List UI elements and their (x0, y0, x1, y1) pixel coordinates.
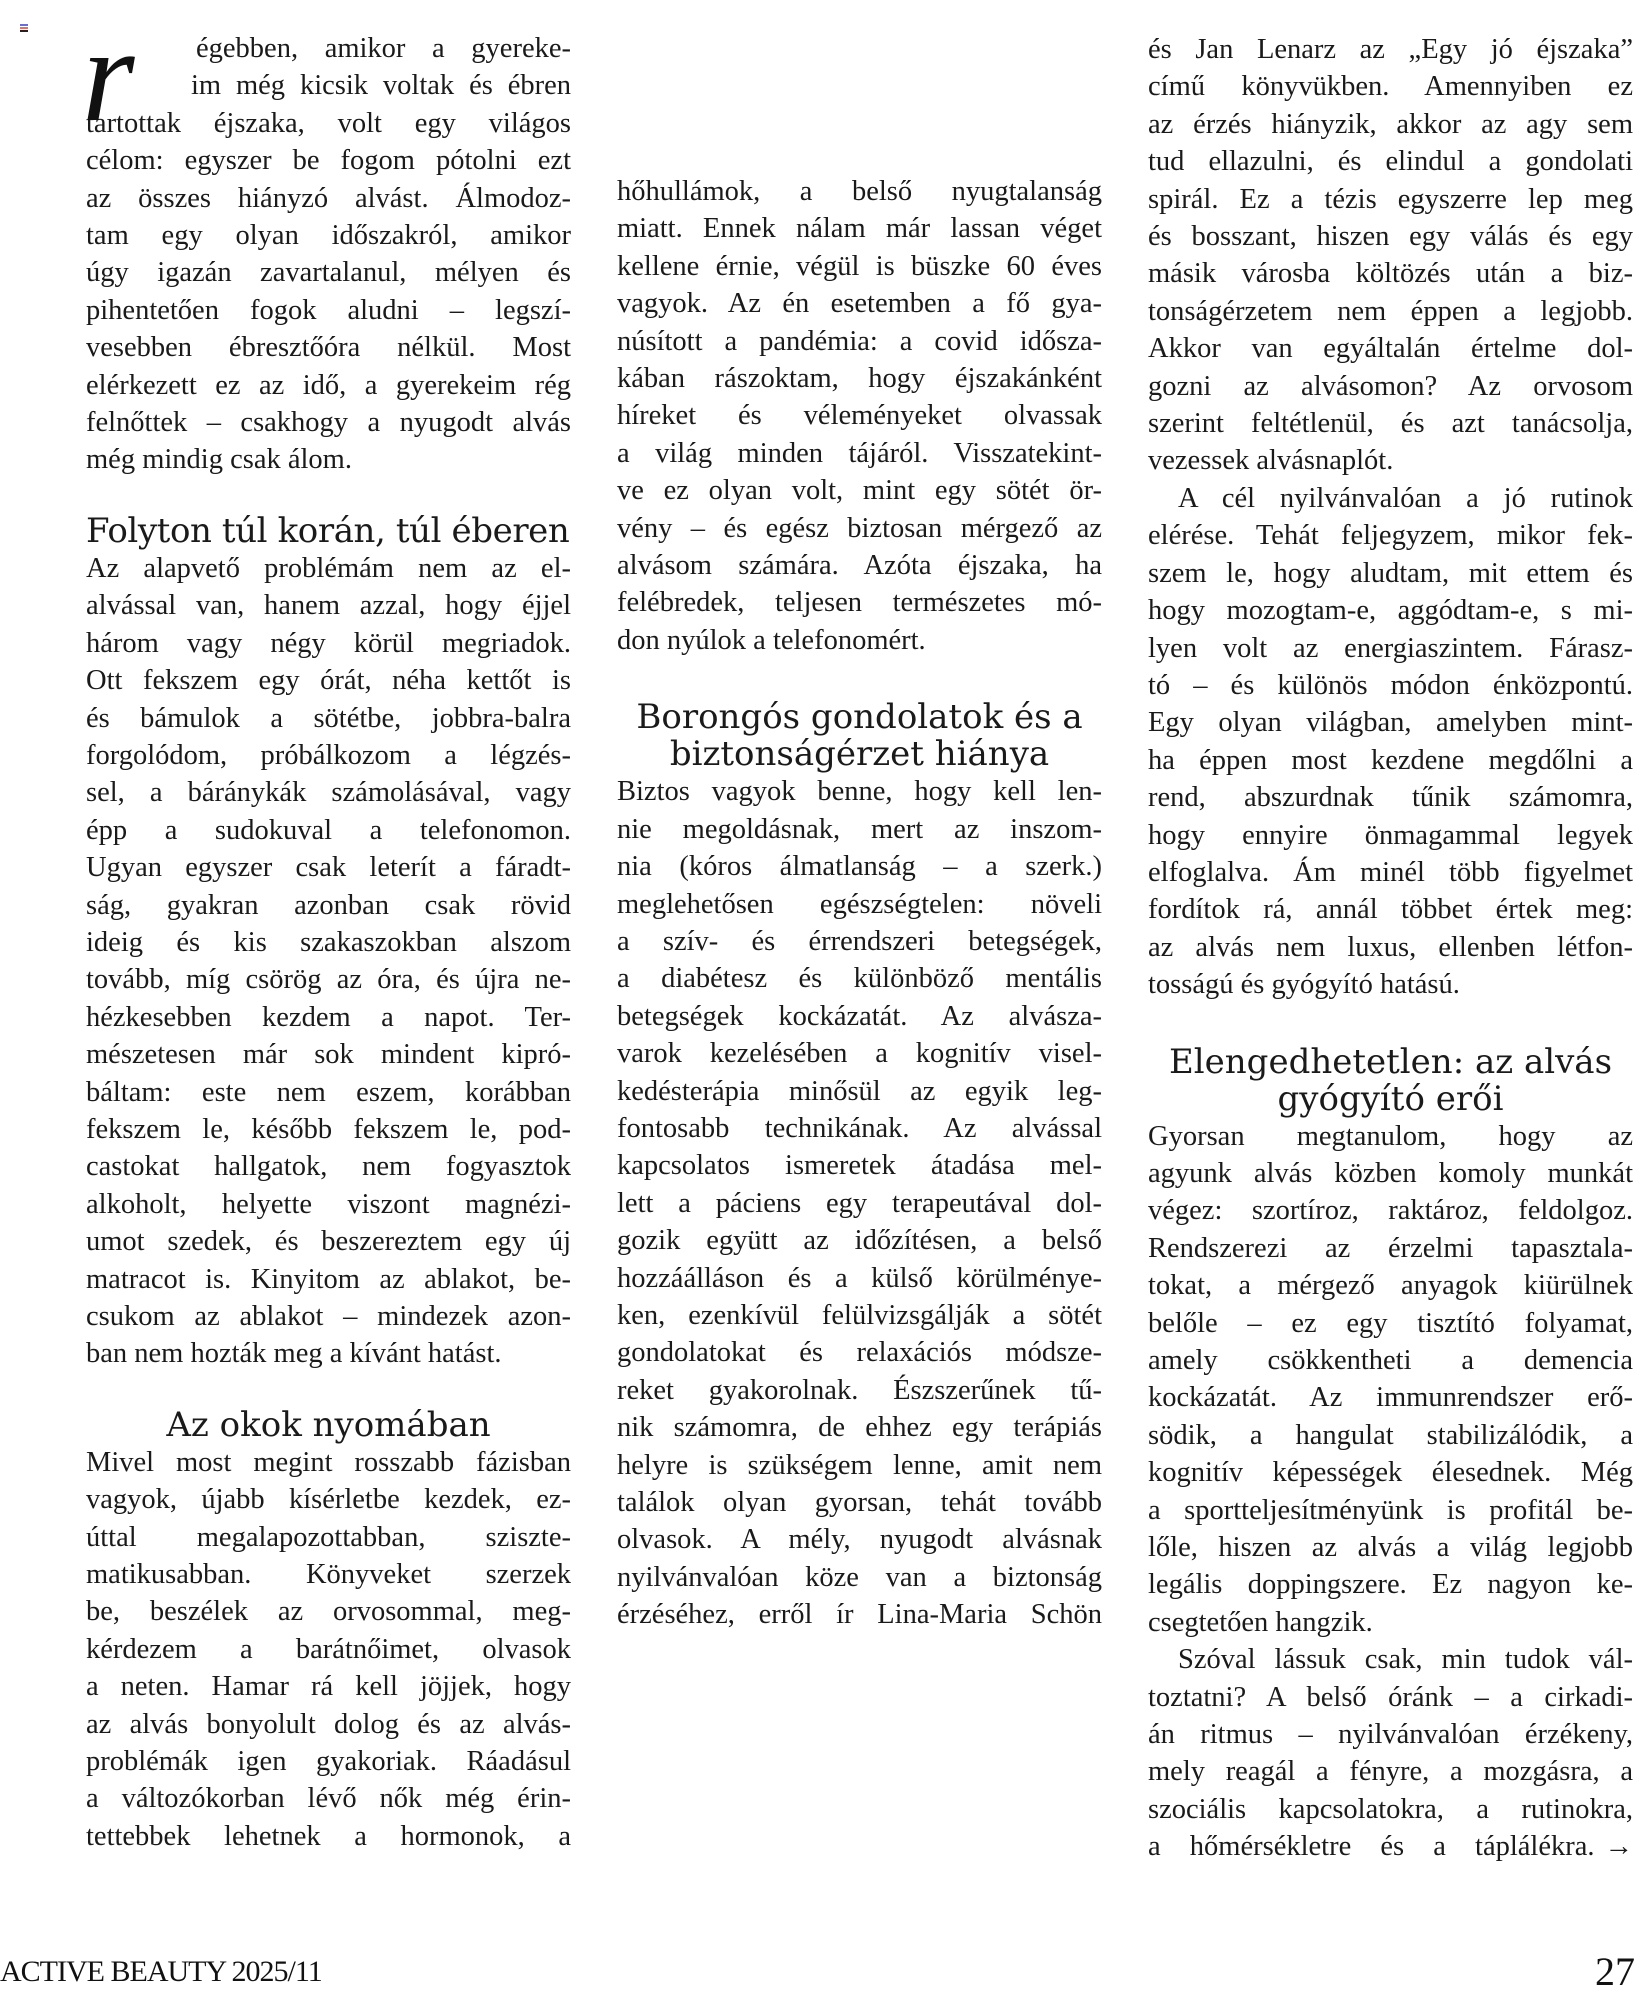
text-line: égebben, amikor a gyereke- (196, 33, 571, 64)
text-line: matikusabban. Könyveket szerzek (86, 1559, 571, 1591)
text-line: gozni az alvásomon? Az orvosom (1148, 370, 1633, 402)
text-line: reket gyakorolnak. Észszerűnek tű- (617, 1374, 1102, 1406)
text-line: alkoholt, helyette viszont magnézi- (86, 1188, 571, 1220)
text-line: án ritmus – nyilvánvalóan érzékeny, (1148, 1719, 1633, 1751)
text-line: három vagy négy körül megriadok. (86, 627, 571, 659)
text-line: és bosszant, hiszen egy válás és egy (1148, 221, 1633, 253)
text-line: lyen volt az energiaszintem. Fárasz- (1148, 632, 1633, 664)
text-line: úgy igazán zavartalanul, mélyen és (86, 257, 571, 289)
text-line: tonságérzetem nem éppen a legjobb. (1148, 295, 1633, 327)
text-line: problémák igen gyakoriak. Ráadásul (86, 1746, 571, 1778)
text-line: meglehetősen egészségtelen: növeli (617, 888, 1102, 920)
text-line: Szóval lássuk csak, min tudok vál- (1178, 1644, 1633, 1676)
text-line: ken, ezenkívül felülvizsgálják a sötét (617, 1299, 1102, 1331)
text-line: csukom az ablakot – mindezek azon- (86, 1301, 571, 1332)
text-line: gondolatokat és relaxációs módsze- (617, 1337, 1102, 1369)
text-line: matracot is. Kinyitom az ablakot, be- (86, 1263, 571, 1295)
section-heading (617, 699, 1102, 773)
text-line: umot szedek, és beszereztem egy új (86, 1226, 571, 1258)
text-line: lett a páciens egy terapeutával dol- (617, 1187, 1102, 1219)
text-line: kérdezem a barátnőimet, olvasok (86, 1633, 571, 1665)
text-line: Az alapvető problémám nem az el- (86, 552, 571, 584)
text-line: rend, abszurdnak tűnik számomra, (1148, 782, 1633, 814)
text-line: Gyorsan megtanulom, hogy az (1148, 1120, 1633, 1152)
section-body (617, 773, 1102, 1633)
text-line: alvásom számára. Azóta éjszaka, ha (617, 550, 1102, 582)
text-line: hőhullámok, a belső nyugtalanság (617, 176, 1102, 207)
text-line: az alvás nem luxus, ellenben létfon- (1148, 931, 1633, 963)
text-line: a hőmérsékletre és a táplálékra. → (1148, 1828, 1633, 1865)
text-line: vény – és egész biztosan mérgező az (617, 512, 1102, 544)
section-body (1148, 31, 1633, 480)
text-line: tosságú és gyógyító hatású. (1148, 969, 1460, 1001)
text-line: a változókorban lévő nők még érin- (86, 1783, 571, 1815)
text-line: pihentetően fogok aludni – legszí- (86, 294, 571, 326)
section-body (86, 550, 571, 1373)
text-line: csegtetően hangzik. (1148, 1606, 1373, 1638)
text-line: betegségek kockázatát. Az alvásza- (617, 1000, 1102, 1032)
text-line: másik városba költözés után a biz- (1148, 258, 1633, 290)
text-line: tettebbek lehetnek a hormonok, a (86, 1820, 571, 1852)
drop-cap: r (82, 1, 135, 150)
text-line: Egy olyan világban, amelyben mint- (1148, 707, 1633, 739)
section-heading (1148, 1041, 1633, 1119)
section-body (1148, 480, 1633, 1004)
text-line: amely csökkentheti a demencia (1148, 1345, 1633, 1376)
text-line: hézkesebben kezdem a napot. Ter- (86, 1001, 571, 1033)
text-line: kedésterápia minősül az egyik leg- (617, 1075, 1102, 1107)
text-line: kockázatát. Az immunrendszer erő- (1148, 1382, 1633, 1414)
text-line: tovább, míg csörög az óra, és újra ne- (86, 964, 571, 996)
text-line: spirál. Ez a tézis egyszerre lep meg (1148, 183, 1633, 215)
text-line: hozzáálláson és a külső körülménye- (617, 1262, 1102, 1294)
text-line: forgolódom, próbálkozom a légzés- (86, 739, 571, 771)
text-line: kellene érnie, végül is büszke 60 éves (617, 250, 1102, 282)
text-line: elfoglalva. Ám minél több figyelmet (1148, 856, 1633, 888)
text-line: fontosabb technikának. Az alvással (617, 1112, 1102, 1144)
text-line: legális doppingszere. Ez nagyon ke- (1148, 1569, 1633, 1601)
section-heading: Folyton túl korán, túl éberen (86, 510, 570, 551)
text-line: tó – és különös módon énközpontú. (1148, 669, 1633, 701)
text-line: vezessek alvásnaplót. (1148, 445, 1394, 477)
text-line: felébredek, teljesen természetes mó- (617, 587, 1102, 619)
text-line: felnőttek – csakhogy a nyugodt alvás (86, 407, 571, 439)
text-line: don nyúlok a telefonomért. (617, 624, 926, 656)
text-line: tam egy olyan időszakról, amikor (86, 220, 571, 252)
text-line: végez: szortíroz, raktároz, feldolgoz. (1148, 1195, 1633, 1227)
text-line: ha éppen most kezdene megdőlni a (1148, 744, 1633, 776)
page-number: 27 (1595, 1949, 1635, 1994)
text-line: híreket és véleményeket olvassak (617, 400, 1102, 432)
text-line: vagyok. Az én esetemben a fő gya- (617, 288, 1102, 320)
text-line: című könyvükben. Amennyiben ez (1148, 71, 1633, 103)
text-line: gozik együtt az időzítésen, a belső (617, 1225, 1102, 1257)
text-line: Ugyan egyszer csak leterít a fáradt- (86, 852, 571, 884)
text-line: södik, a hangulat stabilizálódik, a (1148, 1419, 1633, 1451)
text-line: épp a sudokuval a telefonomon. (86, 814, 571, 846)
text-line: elérése. Tehát feljegyzem, mikor fek- (1148, 520, 1633, 552)
text-line: vagyok, újabb kísérletbe kezdek, ez- (86, 1484, 571, 1516)
heading-line: Borongós gondolatok és a (636, 697, 1083, 738)
text-line: Rendszerezi az érzelmi tapasztala- (1148, 1232, 1633, 1264)
text-line: ság, gyakran azonban csak rövid (86, 889, 571, 921)
text-line: olvasok. A mély, nyugodt alvásnak (617, 1524, 1102, 1556)
text-line: belőle – ez egy tisztító folyamat, (1148, 1307, 1633, 1339)
document-icon (20, 24, 28, 32)
text-line: az alvás bonyolult dolog és az alvás- (86, 1708, 571, 1740)
section-body (1148, 1641, 1633, 1865)
text-line: fordítok rá, annál többet értek meg: (1148, 894, 1633, 926)
text-line: kognitív képességek élesednek. Még (1148, 1457, 1633, 1489)
text-line: és Jan Lenarz az „Egy jó éjszaka” (1148, 34, 1633, 65)
article-column-1 (82, 1, 571, 1855)
text-line: nyilvánvalóan köze van a biztonság (617, 1561, 1102, 1593)
text-line: mely reagál a fényre, a mozgásra, a (1148, 1756, 1633, 1788)
text-line: a diabétesz és különböző mentális (617, 963, 1102, 995)
text-line: az érzés hiányzik, akkor az agy sem (1148, 108, 1633, 140)
text-line: célom: egyszer be fogom pótolni ezt (86, 145, 571, 177)
text-line: lőle, hiszen az alvás a világ legjobb (1148, 1532, 1633, 1564)
text-line: kapcsolatos ismeretek átadása mel- (617, 1150, 1102, 1182)
section-body (86, 1444, 571, 1855)
text-line: A cél nyilvánvalóan a jó rutinok (1178, 482, 1633, 514)
text-line: szerint feltétlenül, és azt tanácsolja, (1148, 408, 1633, 440)
text-line: báltam: este nem eszem, korábban (86, 1076, 571, 1108)
text-line: a neten. Hamar rá kell jöjjek, hogy (86, 1671, 571, 1703)
text-line: Biztos vagyok benne, hogy kell len- (617, 776, 1102, 808)
text-line: elérkezett ez az idő, a gyerekeim rég (86, 369, 571, 401)
article-column-2 (617, 173, 1102, 1634)
text-line: tokat, a mérgező anyagok kiürülnek (1148, 1270, 1633, 1302)
text-line: mészetesen már sok mindent kipró- (86, 1039, 571, 1071)
text-line: nik számomra, de ehhez egy terápiás (617, 1412, 1102, 1444)
text-line: toztatni? A belső óránk – a cirkadi- (1148, 1681, 1633, 1713)
text-line: a sportteljesítményünk is profitál be- (1148, 1494, 1633, 1526)
text-line: tartottak éjszaka, volt egy világos (86, 107, 571, 139)
text-line: helyre is szükségem lenne, amit nem (617, 1449, 1102, 1481)
intro-paragraph (82, 1, 571, 479)
section-body (617, 173, 1102, 659)
article-column-3 (1148, 31, 1633, 1866)
text-line: varok kezelésében a kognitív visel- (617, 1038, 1102, 1070)
text-line: ban nem hozták meg a kívánt hatást. (86, 1338, 502, 1370)
text-line: a világ minden tájáról. Visszatekint- (617, 437, 1102, 469)
text-line: találok olyan gyorsan, tehát tovább (617, 1487, 1102, 1518)
text-line: szociális kapcsolatokra, a rutinokra, (1148, 1793, 1633, 1825)
text-line: sel, a báránykák számolásával, vagy (86, 777, 571, 809)
text-line: miatt. Ennek nálam már lassan véget (617, 213, 1102, 245)
text-line: szem le, hogy aludtam, mit ettem és (1148, 557, 1633, 589)
intro-lines (86, 30, 571, 479)
text-line: nia (kóros álmatlanság – a szerk.) (617, 851, 1102, 883)
text-line: hogy mozogtam-e, aggódtam-e, s mi- (1148, 595, 1633, 627)
section-heading: Az okok nyomában (166, 1404, 491, 1445)
text-line: vesebben ébresztőóra nélkül. Most (86, 332, 571, 364)
text-line: alvással van, hanem azzal, hogy éjjel (86, 590, 571, 622)
text-line: Akkor van egyáltalán értelme dol- (1148, 333, 1633, 365)
publication-footer: ACTIVE BEAUTY 2025/11 (0, 1955, 322, 1988)
text-line: ideig és kis szakaszokban alszom (86, 926, 571, 958)
text-line: nie megoldásnak, mert az inszom- (617, 813, 1102, 845)
text-line: hogy ennyire önmagammal legyek (1148, 819, 1633, 851)
section-body (1148, 1118, 1633, 1642)
text-line: érzéséhez, erről ír Lina-Maria Schön (617, 1599, 1102, 1631)
text-line: agyunk alvás közben komoly munkát (1148, 1157, 1633, 1189)
text-line: úttal megalapozottabban, sziszte- (86, 1521, 571, 1553)
heading-line: biztonságérzet hiánya (669, 734, 1050, 775)
heading-line: gyógyító erői (1277, 1078, 1504, 1119)
text-line: fekszem le, később fekszem le, pod- (86, 1113, 571, 1145)
text-line: és bámulok a sötétbe, jobbra-balra (86, 702, 571, 734)
continue-arrow-icon: → (1604, 1831, 1633, 1863)
text-line: im még kicsik voltak és ébren (191, 70, 571, 102)
text-line: a szív- és érrendszeri betegségek, (617, 925, 1102, 957)
text-line: núsított a pandémia: a covid idősza- (617, 325, 1102, 357)
text-line: tud ellazulni, és elindul a gondolati (1148, 146, 1633, 178)
text-line: Mivel most megint rosszabb fázisban (86, 1446, 571, 1478)
text-line: ve ez olyan volt, mint egy sötét ör- (617, 475, 1102, 507)
text-line: Ott fekszem egy órát, néha kettőt is (86, 665, 571, 697)
text-line: kában rászoktam, hogy éjszakánként (617, 363, 1102, 395)
text-line: az összes hiányzó alvást. Álmodoz- (86, 182, 571, 214)
text-line: még mindig csak álom. (86, 444, 352, 476)
text-line: be, beszélek az orvosommal, meg- (86, 1596, 571, 1628)
heading-line: Elengedhetetlen: az alvás (1168, 1041, 1613, 1082)
text-line: castokat hallgatok, nem fogyasztok (86, 1151, 571, 1183)
